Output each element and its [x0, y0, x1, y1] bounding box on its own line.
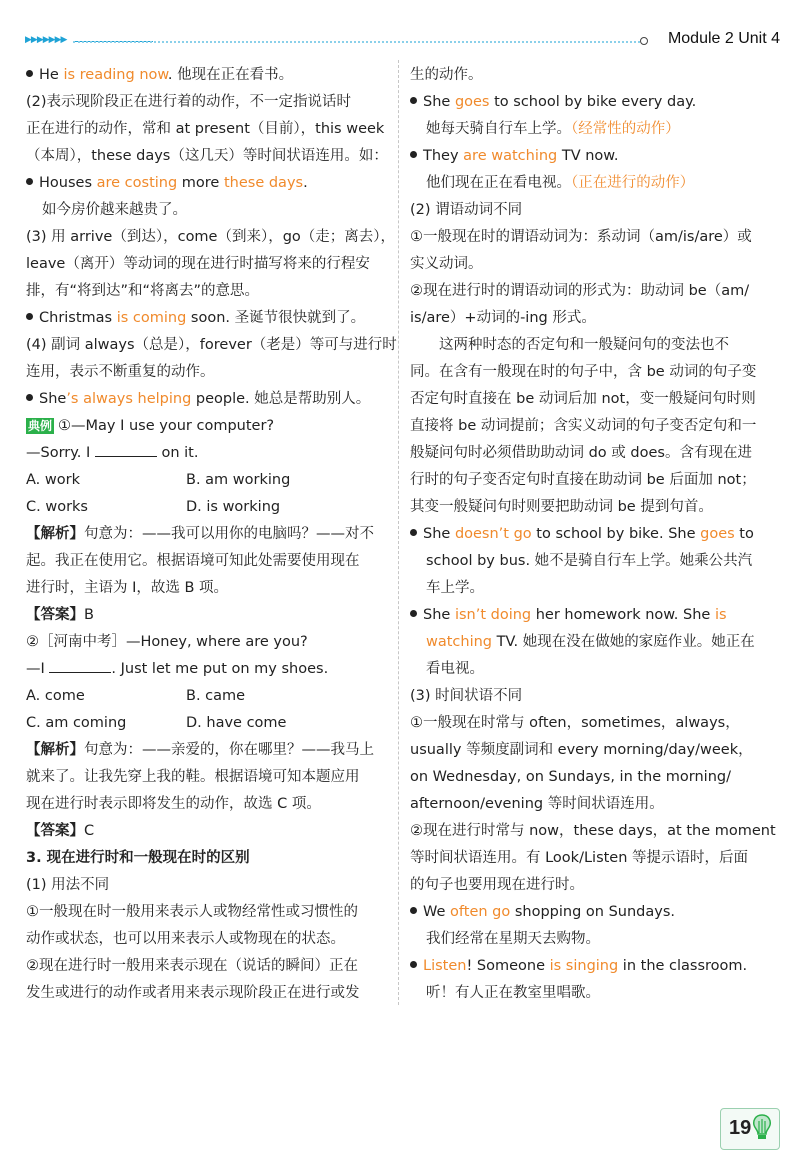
- text-line: 等时间状语连用。有 Look/Listen 等提示语时，后面: [410, 850, 749, 866]
- highlighted-phrase: often go: [450, 904, 511, 920]
- highlighted-phrase: watching: [426, 634, 493, 650]
- text-span: B: [84, 607, 94, 623]
- text-line: [410, 116, 770, 143]
- highlighted-phrase: these days: [223, 175, 304, 191]
- section-label: 【解析】: [26, 742, 84, 758]
- text-line: 连用，表示不断重复的动作。: [26, 364, 215, 380]
- example-sentence: [410, 899, 770, 926]
- page-number-box: [720, 1108, 780, 1150]
- bullet-icon: [26, 70, 33, 77]
- text-line: 这两种时态的否定句和一般疑问句的变法也不: [439, 337, 729, 353]
- text-span: —I: [26, 661, 50, 677]
- text-span: . 他现在正在看书。: [167, 67, 294, 83]
- text-line: 行时的句子变否定句时直接在助动词 be 后面加 not；: [410, 472, 756, 488]
- answer-blank: [49, 658, 111, 673]
- unit-title: Module 2 Unit 4: [667, 30, 780, 47]
- text-span: ! Someone: [466, 958, 550, 974]
- ring-icon: [640, 37, 648, 45]
- highlighted-phrase: is coming: [116, 310, 187, 326]
- example-sentence: [410, 953, 770, 980]
- highlighted-phrase: （经常性的动作）: [571, 121, 680, 137]
- text-span: Houses: [39, 175, 97, 191]
- bullet-icon: [410, 907, 417, 914]
- option: A. work: [26, 472, 80, 488]
- page-header: [25, 30, 780, 52]
- example-sentence: [26, 386, 386, 413]
- text-line: [26, 440, 386, 467]
- text-line: 就来了。让我先穿上我的鞋。根据语境可知本题应用: [26, 769, 360, 785]
- example-tag: 典例: [28, 419, 53, 433]
- text-line: on Wednesday, on Sundays, in the morning/: [410, 769, 731, 785]
- text-line: is/are）+动词的-ing 形式。: [410, 310, 596, 326]
- text-line: 生的动作。: [410, 67, 483, 83]
- text-line: afternoon/evening 等时间状语连用。: [410, 796, 664, 812]
- text-line: 正在进行的动作，常和 at present（目前），this week: [26, 121, 385, 137]
- highlighted-phrase: isn’t doing: [454, 607, 532, 623]
- text-line: 听！有人正在教室里唱歌。: [426, 985, 600, 1001]
- text-span: soon. 圣诞节很快就到了。: [186, 310, 366, 326]
- text-line: 否定句时直接在 be 动词后加 not，变一般疑问句时则: [410, 391, 756, 407]
- text-line: (2)表示现阶段正在进行着的动作，不一定指说话时: [26, 94, 352, 110]
- text-span: on it.: [156, 445, 199, 461]
- example-sentence: [410, 602, 770, 629]
- text-line: [26, 413, 386, 440]
- option: B. am working: [186, 472, 291, 488]
- text-span: to school by bike every day.: [489, 94, 697, 110]
- text-span: TV now.: [557, 148, 619, 164]
- text-span: She: [423, 94, 455, 110]
- bullet-icon: [26, 313, 33, 320]
- lightbulb-icon: [751, 1113, 773, 1143]
- text-line: （本周），these days（这几天）等时间状语连用。如：: [26, 148, 388, 164]
- bullet-icon: [26, 178, 33, 185]
- text-line: 实义动词。: [410, 256, 483, 272]
- text-span: C: [84, 823, 95, 839]
- text-line: 直接将 be 动词提前；含实义动词的句子变否定句和一: [410, 418, 757, 434]
- highlighted-phrase: （正在进行的动作）: [571, 175, 695, 191]
- text-line: 如今房价越来越贵了。: [42, 202, 187, 218]
- question-text: ①—May I use your computer?: [58, 418, 275, 434]
- text-line: ①一般现在时一般用来表示人或物经常性或习惯性的: [26, 904, 358, 920]
- answer-options: [26, 494, 386, 521]
- left-column: [26, 62, 397, 1007]
- highlighted-phrase: goes: [454, 94, 490, 110]
- example-sentence: [410, 521, 770, 548]
- text-line: ②现在进行时的谓语动词的形式为：助动词 be（am/: [410, 283, 750, 299]
- text-span: He: [39, 67, 64, 83]
- right-column: [410, 62, 776, 1007]
- section-label: 【答案】: [26, 607, 84, 623]
- text-line: ①一般现在时常与 often，sometimes，always，: [410, 715, 740, 731]
- example-sentence: [26, 170, 386, 197]
- text-span: shopping on Sundays.: [510, 904, 675, 920]
- text-line: school by bus. 她不是骑自行车上学。她乘公共汽: [426, 553, 753, 569]
- answer-options: [26, 683, 386, 710]
- text-line: [26, 656, 386, 683]
- option: D. is working: [186, 499, 281, 515]
- section-label: 【答案】: [26, 823, 84, 839]
- text-span: TV. 她现在没在做她的家庭作业。她正在: [492, 634, 755, 650]
- text-line: 排，有“将到达”和“将离去”的意思。: [26, 283, 260, 299]
- example-sentence: [26, 62, 386, 89]
- text-line: 同。在含有一般现在时的句子中，含 be 动词的句子变: [410, 364, 757, 380]
- text-span: —Sorry. I: [26, 445, 95, 461]
- option: C. am coming: [26, 715, 127, 731]
- text-line: [26, 737, 386, 764]
- text-line: usually 等频度副词和 every morning/day/week，: [410, 742, 753, 758]
- answer-blank: [95, 442, 157, 457]
- text-span: 她每天骑自行车上学。: [426, 121, 571, 137]
- text-line: 其变一般疑问句时则要把助动词 be 提到句首。: [410, 499, 713, 515]
- text-span: . Just let me put on my shoes.: [111, 661, 329, 677]
- text-span: more: [177, 175, 224, 191]
- text-line: (2) 谓语动词不同: [410, 202, 523, 218]
- example-sentence: [410, 89, 770, 116]
- text-line: 的句子也要用现在进行时。: [410, 877, 584, 893]
- text-span: Christmas: [39, 310, 117, 326]
- text-line: 发生或进行的动作或者用来表示现阶段正在进行或发: [26, 985, 360, 1001]
- section-heading: 3. 现在进行时和一般现在时的区别: [26, 850, 250, 866]
- text-span: They: [423, 148, 464, 164]
- text-line: 我们经常在星期天去购物。: [426, 931, 600, 947]
- text-line: [410, 629, 770, 656]
- highlighted-phrase: is reading now: [63, 67, 168, 83]
- option: D. have come: [186, 715, 287, 731]
- highlighted-phrase: is singing: [549, 958, 619, 974]
- example-sentence: [26, 305, 386, 332]
- section-label: 【解析】: [26, 526, 84, 542]
- text-span: She: [39, 391, 67, 407]
- text-line: 看电视。: [426, 661, 484, 677]
- highlighted-phrase: is: [714, 607, 727, 623]
- text-line: (1) 用法不同: [26, 877, 110, 893]
- option: A. come: [26, 688, 85, 704]
- text-span: her homework now. She: [531, 607, 715, 623]
- answer-options: [26, 467, 386, 494]
- answer-options: [26, 710, 386, 737]
- text-line: 起。我正在使用它。根据语境可知此处需要使用现在: [26, 553, 360, 569]
- highlighted-phrase: doesn’t go: [454, 526, 532, 542]
- text-line: ②［河南中考］—Honey, where are you?: [26, 634, 308, 650]
- option: C. works: [26, 499, 88, 515]
- bullet-icon: [410, 529, 417, 536]
- text-line: (3) 时间状语不同: [410, 688, 523, 704]
- page-number: 19: [729, 1117, 752, 1139]
- text-line: [410, 170, 770, 197]
- text-span: She: [423, 526, 455, 542]
- text-line: ①一般现在时的谓语动词为：系动词（am/is/are）或: [410, 229, 752, 245]
- highlighted-phrase: are watching: [463, 148, 558, 164]
- column-divider: [398, 60, 399, 1005]
- highlighted-phrase: goes: [700, 526, 735, 542]
- bullet-icon: [410, 97, 417, 104]
- highlighted-phrase: are costing: [96, 175, 178, 191]
- text-line: 车上学。: [426, 580, 484, 596]
- text-line: 进行时，主语为 I，故选 B 项。: [26, 580, 229, 596]
- text-line: [26, 602, 386, 629]
- text-line: 动作或状态，也可以用来表示人或物现在的状态。: [26, 931, 345, 947]
- text-line: 般疑问句时必须借助助动词 do 或 does。含有现在进: [410, 445, 752, 461]
- arrow-decoration-icon: ▶▶▶▶▶▶▶: [25, 35, 67, 45]
- text-line: leave（离开）等动词的现在进行时描写将来的行程安: [26, 256, 370, 272]
- bullet-icon: [410, 610, 417, 617]
- text-line: ②现在进行时一般用来表示现在（说话的瞬间）正在: [26, 958, 358, 974]
- option: B. came: [186, 688, 246, 704]
- text-line: ②现在进行时常与 now，these days，at the moment: [410, 823, 776, 839]
- text-span: in the classroom.: [618, 958, 748, 974]
- text-span: to school by bike. She: [531, 526, 701, 542]
- bullet-icon: [410, 961, 417, 968]
- text-span: We: [423, 904, 451, 920]
- text-span: 句意为：——我可以用你的电脑吗？——对不: [84, 526, 374, 542]
- text-line: 现在进行时表示即将发生的动作，故选 C 项。: [26, 796, 321, 812]
- bullet-icon: [410, 151, 417, 158]
- text-line: (3) 用 arrive（到达），come（到来），go（走；离去），: [26, 229, 396, 245]
- bullet-icon: [26, 394, 33, 401]
- text-span: people. 她总是帮助别人。: [191, 391, 371, 407]
- text-line: [26, 521, 386, 548]
- text-line: [26, 818, 386, 845]
- highlighted-phrase: Listen: [423, 958, 467, 974]
- text-line: (4) 副词 always（总是），forever（老是）等可与进行时: [26, 337, 397, 353]
- text-span: 他们现在正在看电视。: [426, 175, 571, 191]
- text-span: to: [734, 526, 754, 542]
- text-span: 句意为：——亲爱的，你在哪里？——我马上: [84, 742, 374, 758]
- highlighted-phrase: ’s always helping: [66, 391, 192, 407]
- header-dotted-rule: [73, 41, 640, 43]
- text-span: .: [303, 175, 308, 191]
- example-sentence: [410, 143, 770, 170]
- text-span: She: [423, 607, 455, 623]
